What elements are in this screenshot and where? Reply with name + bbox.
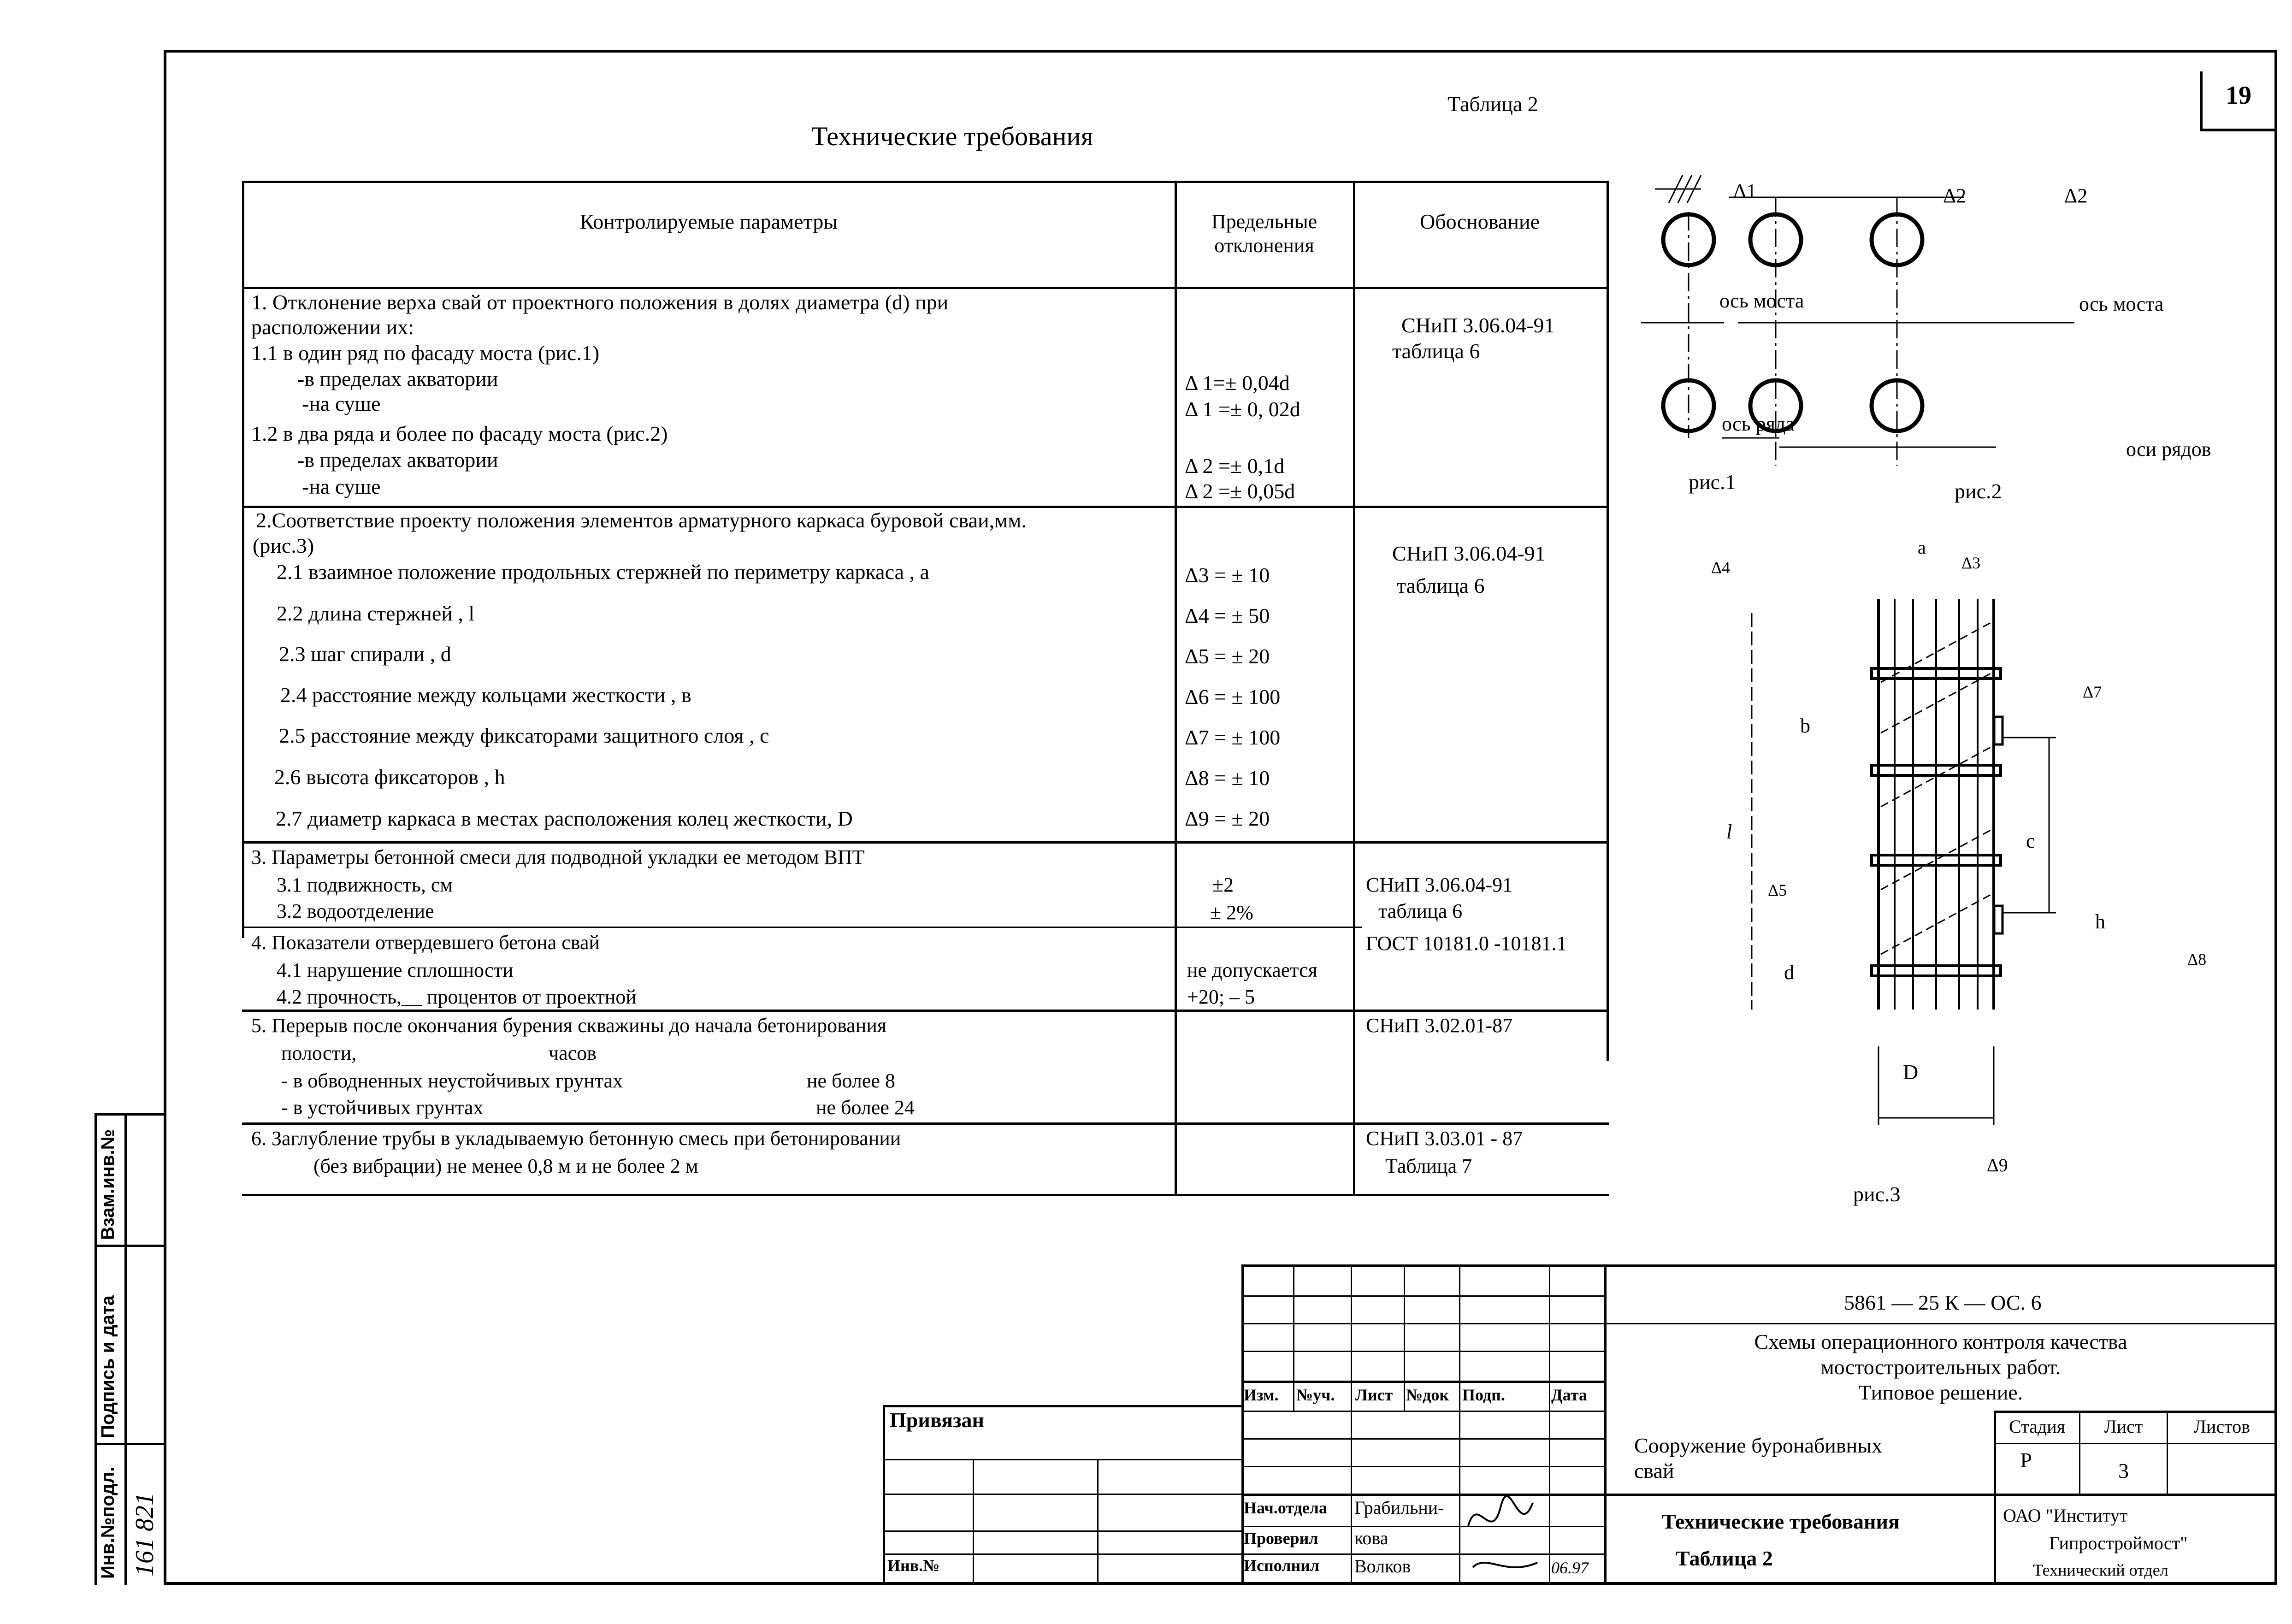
s2-basis1: СНиП 3.06.04-91	[1392, 542, 1546, 565]
col-divider-2	[1353, 181, 1355, 1196]
s2-d3: Δ5 = ± 20	[1185, 644, 1270, 668]
s2-i4: 2.4 расстояние между кольцами жесткости , в	[280, 683, 691, 707]
row5-bottom	[242, 1122, 1609, 1125]
s2-d2: Δ4 = ± 50	[1185, 604, 1270, 627]
s1-l7: -в пределах акватории	[297, 448, 498, 472]
s1-d1: Δ 1=± 0,04d	[1185, 371, 1290, 395]
row3-bottom	[242, 927, 1362, 928]
s1-l2: расположении их:	[251, 315, 414, 339]
table-top-border	[242, 181, 1609, 183]
stage-value: Р	[2020, 1448, 2032, 1472]
tb-top	[1241, 1264, 2277, 1267]
privyazan-label: Привязан	[890, 1408, 984, 1432]
side-stamp-inv-number: 161 821	[130, 1493, 159, 1577]
s3-d1: ±2	[1212, 874, 1234, 896]
priv-row-4	[883, 1553, 1241, 1555]
lists-header: Листов	[2193, 1416, 2251, 1437]
list-value: 3	[2118, 1459, 2129, 1482]
fig3-label: рис.3	[1853, 1182, 1901, 1206]
fig1-label: рис.1	[1689, 470, 1736, 494]
s1-l4: -в пределах акватории	[297, 367, 498, 390]
name-3: Волков	[1354, 1556, 1411, 1577]
fig3-d8: Δ8	[2187, 950, 2207, 968]
col-nuch: №уч.	[1296, 1386, 1335, 1404]
tb-stage-row-2	[1994, 1443, 2277, 1444]
s4-basis1: ГОСТ 10181.0 -10181.1	[1366, 932, 1567, 955]
s4-l1: 4. Показатели отвердевшего бетона свай	[251, 931, 600, 954]
s1-basis1: СНиП 3.06.04-91	[1401, 313, 1555, 337]
fig3-D: D	[1903, 1060, 1919, 1084]
s5-l3b: не более 8	[807, 1069, 895, 1092]
fig3-l: l	[1726, 821, 1732, 843]
s1-l1: 1. Отклонение верха свай от проектного положения в долях диаметра (d) при	[251, 290, 949, 314]
s1-l5: -на суше	[302, 392, 381, 415]
priv-col-1	[973, 1459, 974, 1585]
tb-stage-col-2	[2167, 1411, 2168, 1494]
col-divider-1	[1175, 181, 1177, 1196]
page-number: 19	[2226, 81, 2251, 110]
table-label: Таблица 2	[1447, 92, 1538, 116]
s6-basis2: Таблица 7	[1385, 1155, 1472, 1177]
org-3: Технический отдел	[2033, 1561, 2168, 1579]
s2-l2: (рис.3)	[253, 534, 314, 557]
s2-i6: 2.6 высота фиксаторов , h	[274, 765, 505, 789]
header-basis: Обоснование	[1420, 210, 1540, 233]
object-2: свай	[1634, 1459, 1674, 1482]
priv-col-2	[1097, 1459, 1099, 1585]
tb-col-3	[1404, 1264, 1405, 1412]
side-stamp-invpodl: Инв.№подл.	[98, 1466, 118, 1579]
priv-row-1	[883, 1459, 1241, 1460]
stage-header: Стадия	[2008, 1416, 2066, 1437]
fig1-axis-bridge: ось моста	[1719, 289, 1804, 312]
sheet-title: Технические требования	[1662, 1510, 1900, 1533]
s4-d2: +20; – 5	[1187, 986, 1255, 1008]
s1-d3: Δ 2 =± 0,1d	[1185, 454, 1285, 478]
fig3-fixator-2	[1994, 906, 2003, 933]
list-header: Лист	[2104, 1416, 2143, 1437]
s2-d1: Δ3 = ± 10	[1185, 563, 1270, 587]
s5-basis1: СНиП 3.02.01-87	[1366, 1014, 1513, 1037]
tb-stage-row	[1994, 1411, 2277, 1413]
tb-col-divider	[1604, 1264, 1607, 1585]
role-nach: Нач.отдела	[1244, 1499, 1327, 1517]
fig1-axis-row: ось ряда	[1722, 413, 1795, 435]
fig3-d7: Δ7	[2083, 683, 2102, 701]
s2-i5: 2.5 расстояние между фиксаторами защитного слоя , c	[279, 724, 769, 747]
s4-l3: 4.2 прочность,__ процентов от проектной	[277, 986, 637, 1008]
s6-l2: (без вибрации) не менее 0,8 м и не более 2 м	[313, 1155, 698, 1177]
s2-i7: 2.7 диаметр каркаса в местах расположения колец жесткости, D	[276, 807, 853, 830]
s5-l4a: - в устойчивых грунтах	[281, 1096, 484, 1119]
tb-row-7	[1241, 1494, 2277, 1496]
s5-l4b: не более 24	[816, 1096, 915, 1119]
tb-col-4	[1459, 1264, 1460, 1585]
s2-d5: Δ7 = ± 100	[1185, 726, 1281, 749]
tb-col-5	[1549, 1264, 1550, 1585]
priv-row-2	[883, 1494, 1241, 1495]
s5-l1: 5. Перерыв после окончания бурения скважины до начала бетонирования	[251, 1014, 887, 1037]
tb-desc2: мостостроительных работ.	[1820, 1355, 2061, 1379]
s3-l3: 3.2 водоотделение	[277, 900, 434, 922]
s2-i3: 2.3 шаг спирали , d	[279, 642, 451, 666]
fig3-d4: Δ4	[1711, 558, 1731, 577]
s1-l3: 1.1 в один ряд по фасаду моста (рис.1)	[251, 341, 600, 365]
table-left-border	[242, 181, 244, 938]
priv-top	[883, 1405, 1241, 1407]
s3-l2: 3.1 подвижность, см	[277, 874, 453, 896]
s6-basis1: СНиП 3.03.01 - 87	[1366, 1127, 1523, 1150]
s1-d2: Δ 1 =± 0, 02d	[1185, 397, 1300, 421]
tb-stage-col-1	[2079, 1411, 2080, 1494]
tb-desc1: Схемы операционного контроля качества	[1754, 1330, 2127, 1353]
col-list: Лист	[1355, 1386, 1393, 1404]
name-2: кова	[1354, 1528, 1388, 1548]
object-1: Сооружение буронабивных	[1634, 1434, 1883, 1457]
table-bottom-border	[242, 1194, 1609, 1196]
fig2-label: рис.2	[1955, 479, 2002, 503]
org-1: ОАО "Институт	[2003, 1505, 2128, 1526]
name-1: Грабильни-	[1354, 1497, 1444, 1518]
side-stamp-vzam: Взам.инв.№	[98, 1129, 118, 1240]
fig3-h: h	[2095, 910, 2105, 933]
fig3-d5: Δ5	[1768, 881, 1787, 899]
side-stamp-left	[95, 1113, 97, 1585]
s2-d4: Δ6 = ± 100	[1185, 685, 1281, 709]
s4-l2: 4.1 нарушение сплошности	[277, 959, 514, 981]
s2-l1: 2.Соответствие проекту положения элементов арматурного каркаса буровой сваи,мм.	[256, 508, 1027, 532]
header-params: Контролируемые параметры	[579, 210, 838, 233]
signature-scribble	[1464, 1475, 1547, 1581]
role-prov: Проверил	[1244, 1529, 1318, 1547]
header-deviations: Предельные отклонения	[1211, 210, 1317, 257]
s1-basis2: таблица 6	[1392, 339, 1480, 363]
row4-bottom	[242, 1010, 1609, 1012]
table-right-border	[1607, 181, 1609, 1061]
tb-col-2	[1351, 1264, 1352, 1585]
col-data: Дата	[1551, 1386, 1587, 1404]
s5-l2a: полости,	[281, 1042, 357, 1064]
s2-d7: Δ9 = ± 20	[1185, 807, 1270, 830]
table-header-bottom	[242, 287, 1609, 289]
sign-date: 06.97	[1551, 1559, 1589, 1577]
row1-bottom	[242, 506, 1609, 508]
s3-basis2: таблица 6	[1378, 900, 1463, 922]
side-stamp-top	[95, 1113, 166, 1116]
tb-code-row	[1604, 1323, 2277, 1324]
fig2-d2-right: Δ2	[2064, 184, 2088, 207]
s2-basis2: таблица 6	[1397, 574, 1485, 597]
row2-bottom	[242, 841, 1609, 844]
side-stamp-div1	[95, 1245, 166, 1247]
col-ndok: №док	[1406, 1386, 1449, 1404]
s4-d1: не допускается	[1187, 959, 1317, 981]
side-stamp-div2	[95, 1443, 166, 1445]
s5-l3a: - в обводненных неустойчивых грунтах	[281, 1069, 623, 1092]
fig2-axis-bridge: ось моста	[2079, 293, 2164, 315]
s1-l6: 1.2 в два ряда и более по фасаду моста (рис.2)	[251, 422, 668, 445]
s2-d6: Δ8 = ± 10	[1185, 766, 1270, 790]
side-stamp-sign: Подпись и дата	[98, 1295, 118, 1438]
col-podp: Подп.	[1462, 1386, 1505, 1404]
tb-desc3: Типовое решение.	[1858, 1381, 2023, 1404]
fig3-d: d	[1784, 961, 1794, 984]
tb-col-1	[1293, 1264, 1294, 1412]
s3-basis1: СНиП 3.06.04-91	[1366, 874, 1513, 896]
fig3-a: a	[1918, 537, 1926, 558]
org-2: Гипростроймост"	[2049, 1533, 2188, 1553]
fig3-d9: Δ9	[1987, 1155, 2008, 1175]
col-izm: Изм.	[1244, 1386, 1279, 1404]
s2-i2: 2.2 длина стержней , l	[277, 602, 475, 625]
fig3-b: b	[1800, 715, 1810, 737]
s1-l8: -на суше	[302, 475, 381, 498]
side-stamp-mid	[124, 1113, 127, 1585]
fig3-fixator-1	[1994, 717, 2003, 744]
tb-code: 5861 — 25 К — ОС. 6	[1844, 1291, 2042, 1314]
inv-no-label: Инв.№	[887, 1556, 940, 1575]
s1-d4: Δ 2 =± 0,05d	[1185, 479, 1295, 503]
role-ispol: Исполнил	[1244, 1556, 1320, 1575]
priv-left	[883, 1405, 885, 1585]
fig3-d3: Δ3	[1961, 554, 1981, 572]
s2-i1: 2.1 взаимное положение продольных стержней по периметру каркаса , a	[277, 560, 929, 584]
fig1-d1: Δ1	[1733, 180, 1757, 202]
s3-d2: ± 2%	[1210, 901, 1253, 924]
priv-row-3	[883, 1530, 1241, 1532]
s3-l1: 3. Параметры бетонной смеси для подводной укладки ее методом ВПТ	[251, 846, 865, 868]
s5-l2b: часов	[549, 1042, 597, 1064]
fig2-d2-left: Δ2	[1943, 184, 1967, 207]
fig2-axes-rows: оси рядов	[2126, 438, 2211, 461]
fig3-c: c	[2026, 830, 2035, 852]
s6-l1: 6. Заглубление трубы в укладываемую бетонную смесь при бетонировании	[251, 1127, 901, 1150]
sheet-sub: Таблица 2	[1676, 1547, 1773, 1570]
page-title: Технические требования	[811, 121, 1093, 151]
